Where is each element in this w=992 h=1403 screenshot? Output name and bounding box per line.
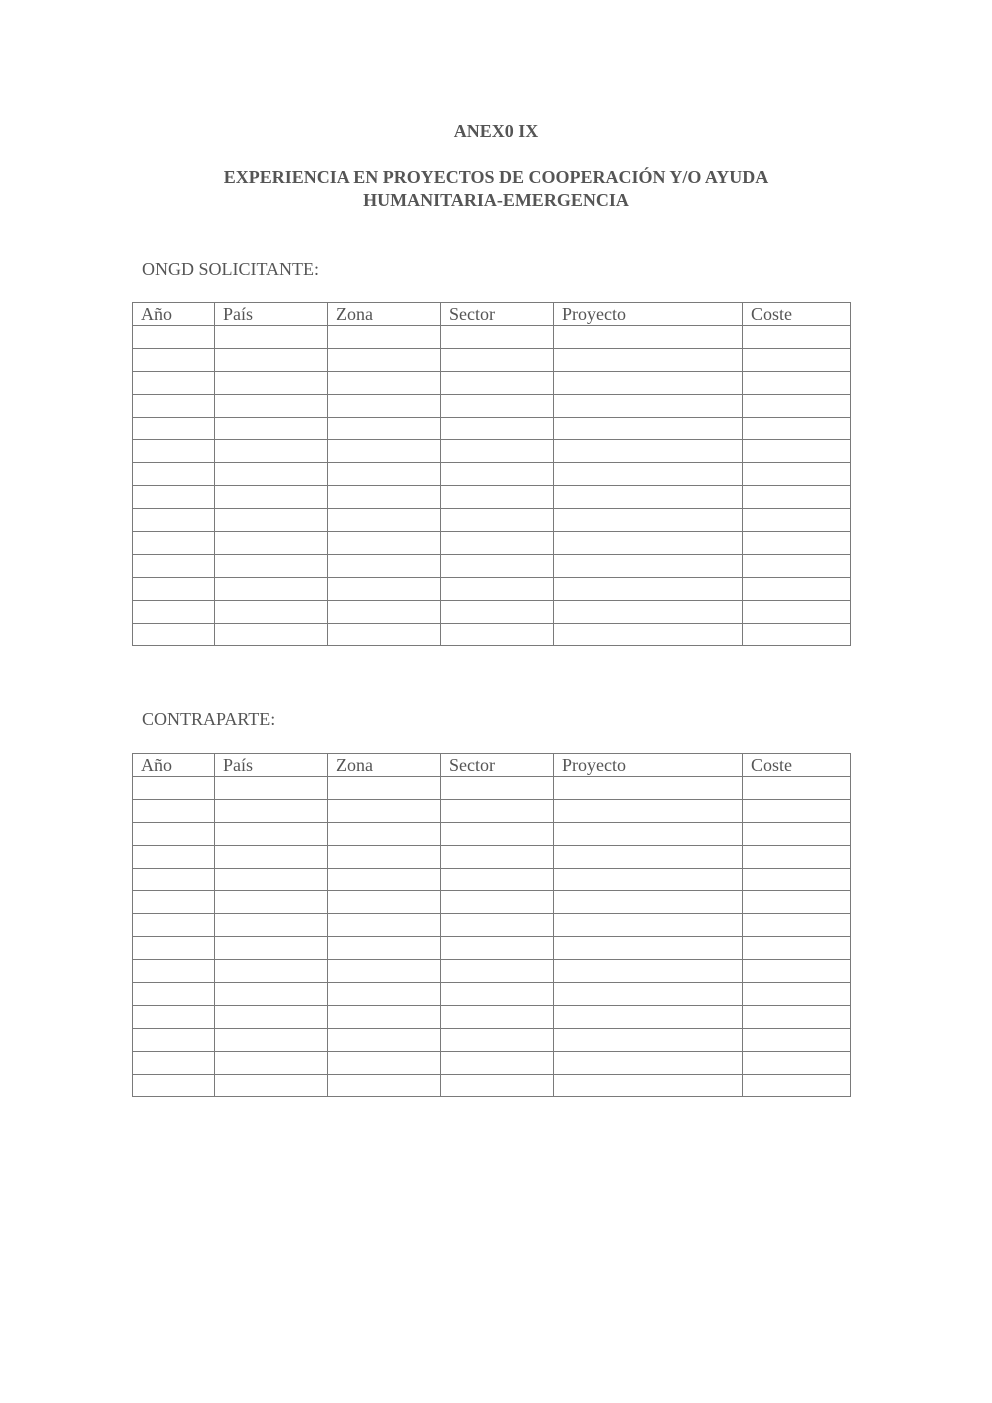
table-cell-coste — [743, 1051, 851, 1074]
table-cell-sector — [441, 463, 554, 486]
table-cell-coste — [743, 868, 851, 891]
table-cell-sector — [441, 623, 554, 646]
table-header-row — [133, 754, 851, 777]
table-cell-proyecto — [554, 577, 743, 600]
table-cell-sector — [441, 799, 554, 822]
table-cell-zona — [328, 868, 441, 891]
table-cell-pais — [215, 623, 328, 646]
table-cell-ano — [133, 371, 215, 394]
table-cell-proyecto — [554, 1028, 743, 1051]
table-cell-zona — [328, 891, 441, 914]
table-cell-zona — [328, 1005, 441, 1028]
table-cell-pais — [215, 554, 328, 577]
table-row — [133, 777, 851, 800]
table-cell-pais — [215, 960, 328, 983]
table-cell-pais — [215, 1028, 328, 1051]
table-row — [133, 486, 851, 509]
table-cell-sector — [441, 486, 554, 509]
table-cell-pais — [215, 326, 328, 349]
table-cell-zona — [328, 348, 441, 371]
table-cell-pais — [215, 1074, 328, 1097]
table-cell-pais — [215, 891, 328, 914]
column-header-coste: Coste — [743, 303, 851, 326]
table-cell-proyecto — [554, 394, 743, 417]
table-cell-zona — [328, 937, 441, 960]
table-cell-proyecto — [554, 983, 743, 1006]
section-label-ongd-solicitante: ONGD SOLICITANTE: — [142, 259, 320, 279]
table-cell-sector — [441, 914, 554, 937]
table-cell-coste — [743, 937, 851, 960]
table-cell-coste — [743, 417, 851, 440]
table-cell-pais — [215, 486, 328, 509]
table-cell-coste — [743, 532, 851, 555]
table-cell-pais — [215, 822, 328, 845]
table-cell-pais — [215, 509, 328, 532]
column-header-ano: Año — [133, 303, 215, 326]
table-cell-ano — [133, 868, 215, 891]
table-cell-ano — [133, 960, 215, 983]
experience-table-contraparte — [132, 753, 851, 1097]
table-cell-proyecto — [554, 371, 743, 394]
table-row — [133, 600, 851, 623]
table-row — [133, 623, 851, 646]
table-cell-sector — [441, 371, 554, 394]
table-cell-coste — [743, 600, 851, 623]
document-subtitle-line-1: EXPERIENCIA EN PROYECTOS DE COOPERACIÓN Y/O AYUDA — [223, 167, 769, 187]
table-cell-ano — [133, 440, 215, 463]
table-cell-ano — [133, 822, 215, 845]
column-header-zona: Zona — [328, 303, 441, 326]
column-header-proyecto: Proyecto — [554, 303, 743, 326]
table-cell-zona — [328, 777, 441, 800]
table-row — [133, 1051, 851, 1074]
table-cell-sector — [441, 891, 554, 914]
table-cell-zona — [328, 799, 441, 822]
table-cell-sector — [441, 1074, 554, 1097]
table-cell-zona — [328, 532, 441, 555]
table-cell-pais — [215, 440, 328, 463]
table-row — [133, 554, 851, 577]
table-cell-coste — [743, 777, 851, 800]
table-cell-proyecto — [554, 1051, 743, 1074]
table-cell-zona — [328, 486, 441, 509]
table-cell-proyecto — [554, 868, 743, 891]
table-body-contraparte — [133, 777, 851, 1097]
table-row — [133, 845, 851, 868]
table-cell-ano — [133, 326, 215, 349]
table-cell-pais — [215, 845, 328, 868]
column-header-sector: Sector — [441, 303, 554, 326]
table-cell-coste — [743, 1028, 851, 1051]
column-header-pais: País — [215, 303, 328, 326]
table-cell-proyecto — [554, 532, 743, 555]
table-cell-zona — [328, 623, 441, 646]
table-cell-ano — [133, 394, 215, 417]
table-cell-coste — [743, 960, 851, 983]
table-cell-coste — [743, 394, 851, 417]
table-cell-pais — [215, 577, 328, 600]
table-cell-pais — [215, 417, 328, 440]
table-cell-sector — [441, 600, 554, 623]
table-cell-ano — [133, 577, 215, 600]
table-cell-ano — [133, 914, 215, 937]
table-cell-coste — [743, 891, 851, 914]
table-cell-ano — [133, 600, 215, 623]
table-cell-proyecto — [554, 937, 743, 960]
table-cell-ano — [133, 983, 215, 1006]
table-row — [133, 914, 851, 937]
table-cell-ano — [133, 1028, 215, 1051]
table-cell-proyecto — [554, 348, 743, 371]
table-cell-sector — [441, 777, 554, 800]
table-cell-sector — [441, 960, 554, 983]
table-cell-pais — [215, 799, 328, 822]
table-cell-proyecto — [554, 600, 743, 623]
table-cell-zona — [328, 1074, 441, 1097]
table-cell-proyecto — [554, 623, 743, 646]
table-cell-proyecto — [554, 417, 743, 440]
table-row — [133, 799, 851, 822]
table-cell-proyecto — [554, 777, 743, 800]
table-cell-proyecto — [554, 554, 743, 577]
table-row — [133, 577, 851, 600]
table-cell-pais — [215, 371, 328, 394]
table-row — [133, 417, 851, 440]
column-header-pais: País — [215, 754, 328, 777]
table-row — [133, 326, 851, 349]
table-cell-ano — [133, 532, 215, 555]
column-header-ano: Año — [133, 754, 215, 777]
table-cell-coste — [743, 440, 851, 463]
table-cell-sector — [441, 394, 554, 417]
table-cell-pais — [215, 1005, 328, 1028]
table-cell-sector — [441, 532, 554, 555]
table-cell-coste — [743, 822, 851, 845]
table-cell-zona — [328, 1051, 441, 1074]
table-cell-coste — [743, 799, 851, 822]
table-cell-coste — [743, 577, 851, 600]
table-cell-coste — [743, 983, 851, 1006]
table-cell-zona — [328, 371, 441, 394]
table-cell-coste — [743, 1005, 851, 1028]
table-cell-ano — [133, 799, 215, 822]
table-row — [133, 937, 851, 960]
document-subtitle — [0, 166, 992, 212]
table-row — [133, 532, 851, 555]
table-cell-ano — [133, 554, 215, 577]
table-row — [133, 394, 851, 417]
table-cell-proyecto — [554, 799, 743, 822]
table-cell-proyecto — [554, 822, 743, 845]
table-cell-pais — [215, 348, 328, 371]
table-cell-ano — [133, 891, 215, 914]
table-cell-coste — [743, 554, 851, 577]
table-cell-sector — [441, 440, 554, 463]
column-header-coste: Coste — [743, 754, 851, 777]
table-cell-coste — [743, 845, 851, 868]
table-cell-sector — [441, 554, 554, 577]
table-cell-pais — [215, 1051, 328, 1074]
table-cell-proyecto — [554, 960, 743, 983]
experience-table-ongd — [132, 302, 851, 646]
table-row — [133, 960, 851, 983]
table-cell-coste — [743, 914, 851, 937]
table-cell-pais — [215, 983, 328, 1006]
table-cell-coste — [743, 371, 851, 394]
table-cell-sector — [441, 509, 554, 532]
table-cell-ano — [133, 1051, 215, 1074]
table-row — [133, 1028, 851, 1051]
table-cell-sector — [441, 1051, 554, 1074]
table-cell-zona — [328, 577, 441, 600]
table-cell-proyecto — [554, 509, 743, 532]
table-cell-zona — [328, 326, 441, 349]
table-row — [133, 509, 851, 532]
table-row — [133, 1005, 851, 1028]
table-cell-proyecto — [554, 326, 743, 349]
table-cell-proyecto — [554, 440, 743, 463]
table-cell-sector — [441, 1005, 554, 1028]
table-cell-sector — [441, 868, 554, 891]
table-cell-zona — [328, 983, 441, 1006]
table-cell-sector — [441, 577, 554, 600]
table-cell-pais — [215, 868, 328, 891]
table-cell-zona — [328, 509, 441, 532]
table-cell-ano — [133, 509, 215, 532]
table-cell-ano — [133, 1074, 215, 1097]
table-row — [133, 868, 851, 891]
table-cell-sector — [441, 1028, 554, 1051]
table-cell-zona — [328, 394, 441, 417]
table-cell-pais — [215, 600, 328, 623]
table-cell-ano — [133, 845, 215, 868]
table-header-row — [133, 303, 851, 326]
table-cell-pais — [215, 937, 328, 960]
table-row — [133, 983, 851, 1006]
table-cell-proyecto — [554, 1005, 743, 1028]
table-cell-pais — [215, 532, 328, 555]
table-cell-zona — [328, 417, 441, 440]
table-cell-coste — [743, 623, 851, 646]
table-cell-sector — [441, 348, 554, 371]
table-cell-zona — [328, 1028, 441, 1051]
column-header-sector: Sector — [441, 754, 554, 777]
table-cell-zona — [328, 822, 441, 845]
table-cell-coste — [743, 486, 851, 509]
table-cell-proyecto — [554, 1074, 743, 1097]
section-label-contraparte: CONTRAPARTE: — [142, 709, 276, 729]
table-cell-proyecto — [554, 845, 743, 868]
table-cell-zona — [328, 440, 441, 463]
table-cell-ano — [133, 623, 215, 646]
table-cell-coste — [743, 463, 851, 486]
table-cell-pais — [215, 463, 328, 486]
table-cell-pais — [215, 394, 328, 417]
table-cell-proyecto — [554, 463, 743, 486]
document-subtitle-line-2: HUMANITARIA-EMERGENCIA — [363, 190, 629, 210]
table-cell-ano — [133, 486, 215, 509]
table-cell-sector — [441, 822, 554, 845]
table-cell-pais — [215, 914, 328, 937]
table-cell-ano — [133, 777, 215, 800]
table-cell-pais — [215, 777, 328, 800]
table-cell-zona — [328, 554, 441, 577]
table-cell-sector — [441, 983, 554, 1006]
table-row — [133, 891, 851, 914]
table-row — [133, 463, 851, 486]
table-row — [133, 371, 851, 394]
table-cell-coste — [743, 509, 851, 532]
table-cell-zona — [328, 914, 441, 937]
table-cell-coste — [743, 1074, 851, 1097]
table-cell-ano — [133, 463, 215, 486]
column-header-zona: Zona — [328, 754, 441, 777]
column-header-proyecto: Proyecto — [554, 754, 743, 777]
table-row — [133, 348, 851, 371]
table-cell-sector — [441, 937, 554, 960]
table-body-ongd — [133, 326, 851, 646]
table-cell-ano — [133, 348, 215, 371]
table-row — [133, 822, 851, 845]
table-cell-coste — [743, 326, 851, 349]
table-cell-ano — [133, 1005, 215, 1028]
table-cell-zona — [328, 463, 441, 486]
table-cell-zona — [328, 960, 441, 983]
document-title: ANEX0 IX — [453, 121, 539, 141]
table-row — [133, 440, 851, 463]
table-cell-ano — [133, 937, 215, 960]
table-cell-proyecto — [554, 914, 743, 937]
table-cell-zona — [328, 600, 441, 623]
table-cell-proyecto — [554, 486, 743, 509]
table-row — [133, 1074, 851, 1097]
table-cell-zona — [328, 845, 441, 868]
table-cell-sector — [441, 417, 554, 440]
table-cell-coste — [743, 348, 851, 371]
table-cell-sector — [441, 845, 554, 868]
table-cell-ano — [133, 417, 215, 440]
table-cell-sector — [441, 326, 554, 349]
table-cell-proyecto — [554, 891, 743, 914]
